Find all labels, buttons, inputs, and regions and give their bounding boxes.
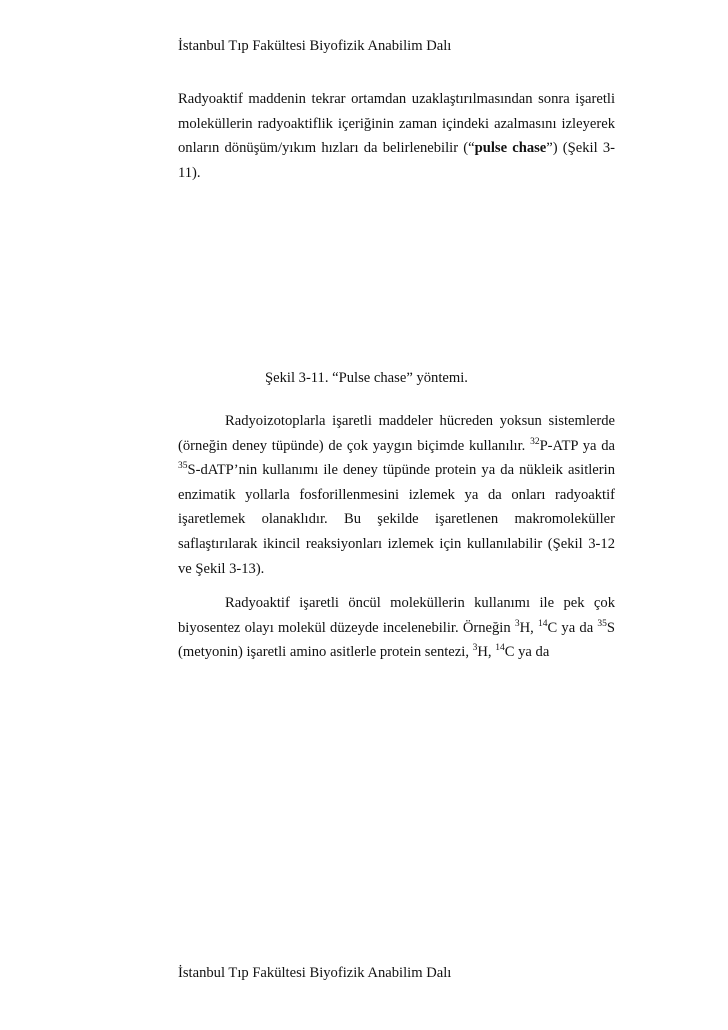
figure-caption: Şekil 3-11. “Pulse chase” yöntemi. xyxy=(265,370,468,386)
intro-text: Radyoaktif maddenin tekrar ortamdan uzaklaştırılmasından sonra işaretli moleküllerin radyoaktiflik içeriğinin zaman içindeki azalmasını izleyerek onların dönüşüm/yıkım hızları da belirlenebilir xyxy=(178,91,615,157)
p2-text-4: S (metyonin) işaretli amino asitlerle protein sentezi, xyxy=(178,619,615,661)
p2-sup-14a: 14 xyxy=(537,618,548,629)
p2-text-3: C ya da xyxy=(547,619,598,636)
p2-sup-14b: 14 xyxy=(495,643,505,654)
p1-sup-32: 32 xyxy=(530,436,540,447)
p1-text-1: Radyoizotoplarla işaretli maddeler hücreden yoksun sistemlerde (örneğin deney tüpünde) de çok yaygın biçimde kullanılır. xyxy=(178,413,615,454)
p1-sup-35: 35 xyxy=(178,461,188,472)
intro-quote-close: ”) (Şekil 3-11). xyxy=(178,140,615,181)
pulse-chase-term: pulse chase xyxy=(474,140,547,157)
intro-paragraph xyxy=(178,87,615,185)
paragraph-biosynthesis xyxy=(178,591,615,665)
p1-text-3: S-dATP’nin kullanımı ile deney tüpünde protein ya da nükleik asitlerin enzimatik yollarla fosforillenmesini izlemek ya da onları radyoaktif işaretlemek olanaklıdır. Bu şekilde işaretlenen makromoleküller saflaştırılarak ikincil reaksiyonları izlemek için kullanılabilir (Şekil 3-12 ve Şekil 3-13). xyxy=(178,462,615,577)
figure-placeholder xyxy=(178,188,615,358)
p2-sup-3b: 3 xyxy=(472,643,478,654)
paragraph-radioisotopes xyxy=(178,409,615,581)
p2-sup-35: 35 xyxy=(597,618,607,629)
p2-text-6: C ya da xyxy=(504,644,550,661)
page-footer: İstanbul Tıp Fakültesi Biyofizik Anabilim Dalı xyxy=(178,965,452,981)
p2-sup-3a: 3 xyxy=(514,618,520,629)
p2-text-2: H, xyxy=(519,619,538,636)
p2-text-5: H, xyxy=(477,644,496,661)
p2-text-1: Radyoaktif işaretli öncül moleküllerin kullanımı ile pek çok biyosentez olayı molekül düzeyde incelenebilir. Örneğin xyxy=(178,595,615,636)
p1-text-2: P-ATP ya da xyxy=(539,437,615,454)
intro-quote-open: (“ xyxy=(458,140,475,157)
page-header: İstanbul Tıp Fakültesi Biyofizik Anabilim Dalı xyxy=(178,38,452,54)
